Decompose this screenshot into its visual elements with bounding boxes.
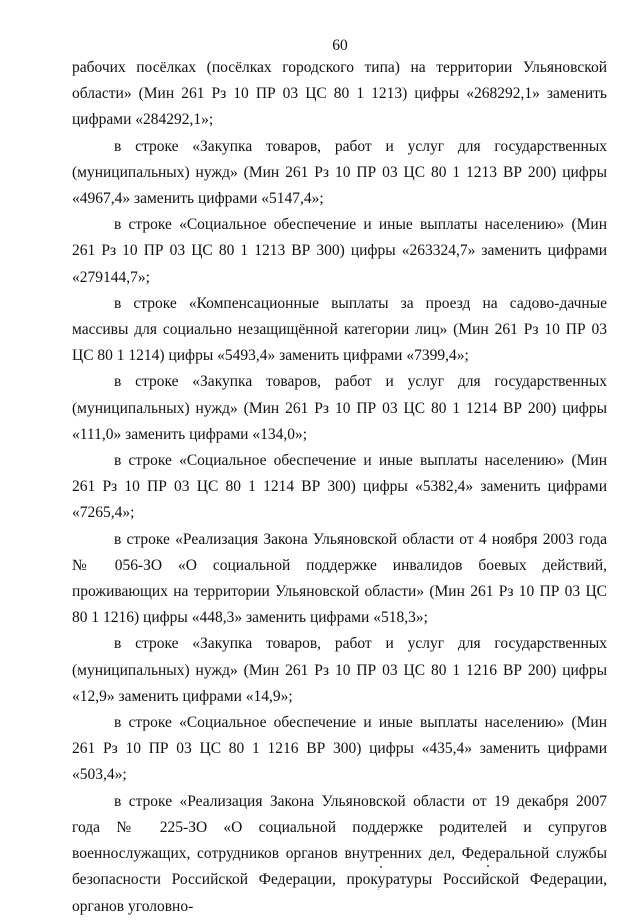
paragraph: в строке «Компенсационные выплаты за проезд на садово-дачные массивы для социально незащищённой категории лиц» (Мин 261 Рз 10 ПР 03 ЦС 80 1 1214) цифры «5493,4» заменить цифрами «7399,4»; (72, 294, 607, 365)
paragraph: в строке «Реализация Закона Ульяновской области от 4 ноября 2003 года № 056-ЗО «О социальной поддержке инвалидов боевых действий, проживающих на территории Ульяновской области» (Мин 261 Рз 10 ПР 03 ЦС 80 1 1216) цифры «448,3» заменить цифрами «518,3»; (72, 530, 607, 627)
paragraph: в строке «Закупка товаров, работ и услуг для государственных (муниципальных) нужд» (Мин 261 Рз 10 ПР 03 ЦС 80 1 1213 ВР 200) цифры «4967,4» заменить цифрами «5147,4»; (72, 137, 607, 208)
document-body (72, 55, 607, 920)
paragraph: в строке «Социальное обеспечение и иные выплаты населению» (Мин 261 Рз 10 ПР 03 ЦС 80 1 1213 ВР 300) цифры «263324,7» заменить цифрами «279144,7»; (72, 216, 607, 286)
paragraph: в строке «Реализация Закона Ульяновской области от 19 декабря 2007 года № 225-ЗО «О социальной поддержке родителей и супругов военнослужащих, сотрудников органов внутренних дел, Федеральной службы безопасности Российской Федерации, прокуратуры Российской Федерации, органов уголовно- (72, 792, 607, 915)
paragraph: в строке «Закупка товаров, работ и услуг для государственных (муниципальных) нужд» (Мин 261 Рз 10 ПР 03 ЦС 80 1 1216 ВР 200) цифры «12,9» заменить цифрами «14,9»; (72, 635, 607, 705)
scan-speck (378, 889, 379, 890)
paragraph-continuation: рабочих посёлках (посёлках городского типа) на территории Ульяновской области» (Мин 261 Рз 10 ПР 03 ЦС 80 1 1213) цифры «268292,1» заменить цифрами «284292,1»; (72, 59, 607, 129)
paragraph: в строке «Закупка товаров, работ и услуг для государственных (муниципальных) нужд» (Мин 261 Рз 10 ПР 03 ЦС 80 1 1214 ВР 200) цифры «111,0» заменить цифрами «134,0»; (72, 373, 607, 443)
scan-speck (380, 866, 382, 868)
page-number: 60 (332, 37, 348, 54)
paragraph: в строке «Социальное обеспечение и иные выплаты населению» (Мин 261 Рз 10 ПР 03 ЦС 80 1 1214 ВР 300) цифры «5382,4» заменить цифрами «7265,4»; (72, 452, 607, 522)
scan-speck (487, 865, 489, 867)
paragraph: в строке «Социальное обеспечение и иные выплаты населению» (Мин 261 Рз 10 ПР 03 ЦС 80 1 1216 ВР 300) цифры «435,4» заменить цифрами «503,4»; (72, 714, 607, 784)
